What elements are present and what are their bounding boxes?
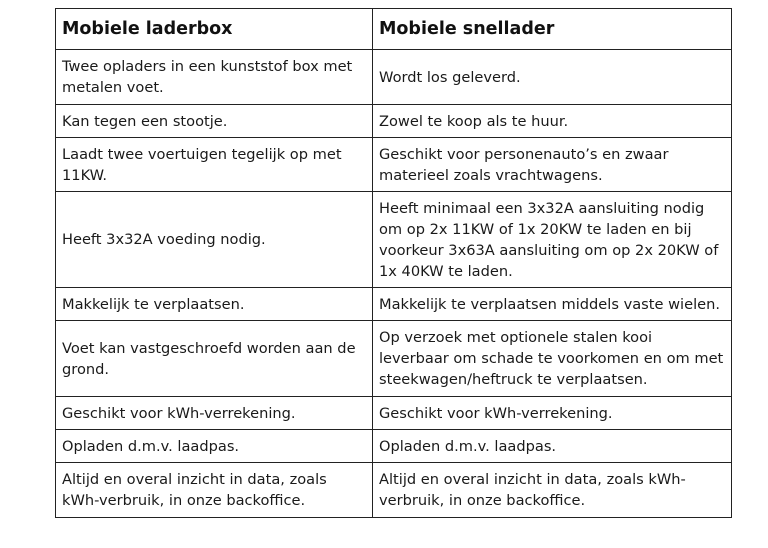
table-row bbox=[56, 192, 732, 288]
table-cell: Makkelijk te verplaatsen. bbox=[56, 288, 373, 321]
table-cell: Heeft minimaal een 3x32A aansluiting nodig om op 2x 11KW of 1x 20KW te laden en bij voorkeur 3x63A aansluiting om op 2x 20KW of 1x 40KW te laden. bbox=[373, 192, 732, 288]
table-cell: Laadt twee voertuigen tegelijk op met 11KW. bbox=[56, 138, 373, 192]
table-cell: Op verzoek met optionele stalen kooi leverbaar om schade te voorkomen en om met steekwagen/heftruck te verplaatsen. bbox=[373, 321, 732, 397]
table-cell: Opladen d.m.v. laadpas. bbox=[56, 430, 373, 463]
header-mobiele-laderbox: Mobiele laderbox bbox=[56, 9, 373, 50]
table-cell: Heeft 3x32A voeding nodig. bbox=[56, 192, 373, 288]
table-cell: Voet kan vastgeschroefd worden aan de grond. bbox=[56, 321, 373, 397]
header-mobiele-snellader: Mobiele snellader bbox=[373, 9, 732, 50]
table-cell: Geschikt voor personenauto’s en zwaar materieel zoals vrachtwagens. bbox=[373, 138, 732, 192]
table-cell: Twee opladers in een kunststof box met metalen voet. bbox=[56, 50, 373, 105]
table-cell: Makkelijk te verplaatsen middels vaste wielen. bbox=[373, 288, 732, 321]
table-row bbox=[56, 138, 732, 192]
table-row bbox=[56, 50, 732, 105]
table-row bbox=[56, 288, 732, 321]
table-row bbox=[56, 321, 732, 397]
table-cell: Geschikt voor kWh-verrekening. bbox=[56, 397, 373, 430]
table-row bbox=[56, 463, 732, 518]
table-cell: Altijd en overal inzicht in data, zoals kWh-verbruik, in onze backoffice. bbox=[56, 463, 373, 518]
table-cell: Wordt los geleverd. bbox=[373, 50, 732, 105]
table-cell: Altijd en overal inzicht in data, zoals kWh-verbruik, in onze backoffice. bbox=[373, 463, 732, 518]
comparison-table bbox=[55, 8, 732, 518]
table-row bbox=[56, 105, 732, 138]
table-cell: Geschikt voor kWh-verrekening. bbox=[373, 397, 732, 430]
header-row bbox=[56, 9, 732, 50]
table-cell: Zowel te koop als te huur. bbox=[373, 105, 732, 138]
table-row bbox=[56, 397, 732, 430]
table-row bbox=[56, 430, 732, 463]
table-cell: Kan tegen een stootje. bbox=[56, 105, 373, 138]
table-cell: Opladen d.m.v. laadpas. bbox=[373, 430, 732, 463]
